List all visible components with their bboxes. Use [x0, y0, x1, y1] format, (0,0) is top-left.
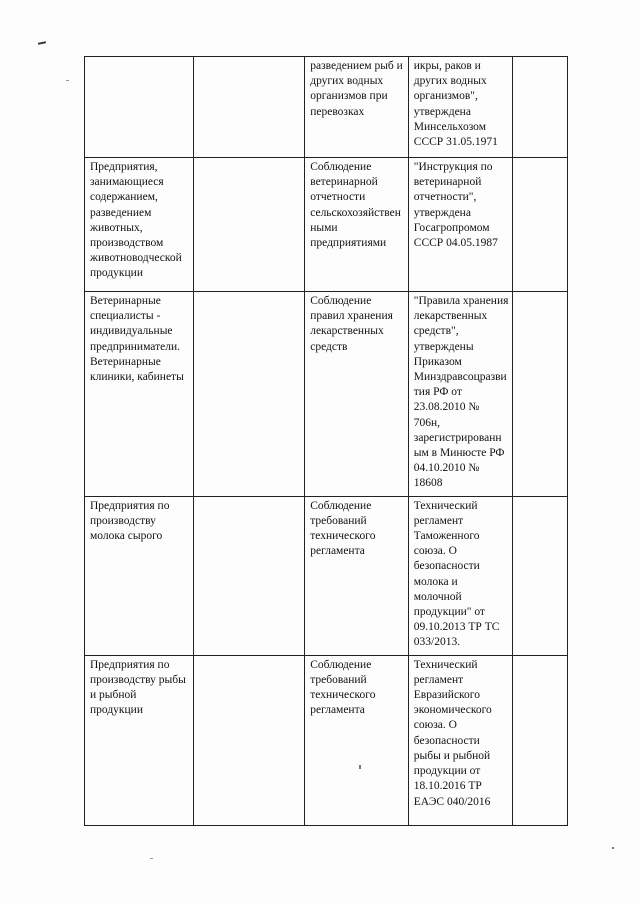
requirement-text: Соблюдение требований технического регламента — [310, 499, 376, 558]
subject-cell — [85, 655, 194, 825]
regulation-text: Технический регламент Таможенного союза. О безопасности молока и молочной продукции" от 09.10.2013 ТР ТС 033/2013. — [413, 499, 500, 649]
subject-text: Предприятия, занимающиеся содержанием, разведением животных, производством животноводческой продукции — [90, 161, 182, 280]
subject-cell — [85, 57, 194, 158]
regulation-text: Технический регламент Евразийского экономического союза. О безопасности рыбы и рыбной продукции от 18.10.2016 ТР ЕАЭС 040/2016 — [413, 658, 492, 808]
regulation-text: "Правила хранения лекарственных средств", утверждены Приказом Минздравсоцразвития РФ от 23.08.2010 № 706н, зарегистрированным в Минюсте РФ 04.10.2010 № 18608 — [413, 295, 509, 490]
requirement-cell — [305, 292, 409, 497]
regulation-cell — [408, 496, 513, 655]
subject-text: Ветеринарные специалисты - индивидуальные предприниматели. Ветеринарные клиники, кабинеты — [90, 295, 184, 384]
table-row — [85, 655, 568, 825]
regulations-table — [84, 56, 568, 826]
scan-speck — [150, 858, 153, 859]
subject-cell — [85, 496, 194, 655]
subject-text: Предприятия по производству рыбы и рыбной продукции — [90, 658, 186, 717]
requirement-text: Соблюдение правил хранения лекарственных средств — [310, 295, 393, 353]
empty-cell — [513, 292, 568, 497]
empty-cell — [513, 496, 568, 655]
regulation-cell — [408, 57, 513, 158]
empty-cell — [194, 57, 305, 158]
empty-cell — [194, 158, 305, 292]
requirement-cell — [305, 57, 409, 158]
requirement-cell — [305, 655, 409, 825]
table-row — [85, 158, 568, 292]
empty-cell — [194, 292, 305, 497]
table-row — [85, 292, 568, 497]
subject-text: Предприятия по производству молока сырого — [90, 499, 170, 543]
scan-speck — [38, 41, 46, 45]
scan-speck — [66, 80, 69, 81]
empty-cell — [513, 57, 568, 158]
subject-cell — [85, 158, 194, 292]
subject-cell — [85, 292, 194, 497]
table-row — [85, 496, 568, 655]
regulation-text: "Инструкция по ветеринарной отчетности", утверждена Госагропромом СССР 04.05.1987 — [413, 161, 498, 250]
empty-cell — [513, 655, 568, 825]
requirement-text: Соблюдение требований технического регламента — [310, 658, 376, 717]
regulation-text: икры, раков и других водных организмов", утверждена Минсельхозом СССР 31.05.1971 — [413, 60, 498, 149]
empty-cell — [513, 158, 568, 292]
regulation-cell — [408, 292, 513, 497]
empty-cell — [194, 496, 305, 655]
regulation-cell — [408, 655, 513, 825]
requirement-cell — [305, 158, 409, 292]
requirement-cell — [305, 496, 409, 655]
empty-cell — [194, 655, 305, 825]
regulation-cell — [408, 158, 513, 292]
table-row — [85, 57, 568, 158]
requirement-text: разведением рыб и других водных организмов при перевозках — [310, 60, 403, 118]
scan-speck — [612, 847, 614, 849]
requirement-text: Соблюдение ветеринарной отчетности сельскохозяйствен ными предприятиями — [310, 161, 401, 250]
